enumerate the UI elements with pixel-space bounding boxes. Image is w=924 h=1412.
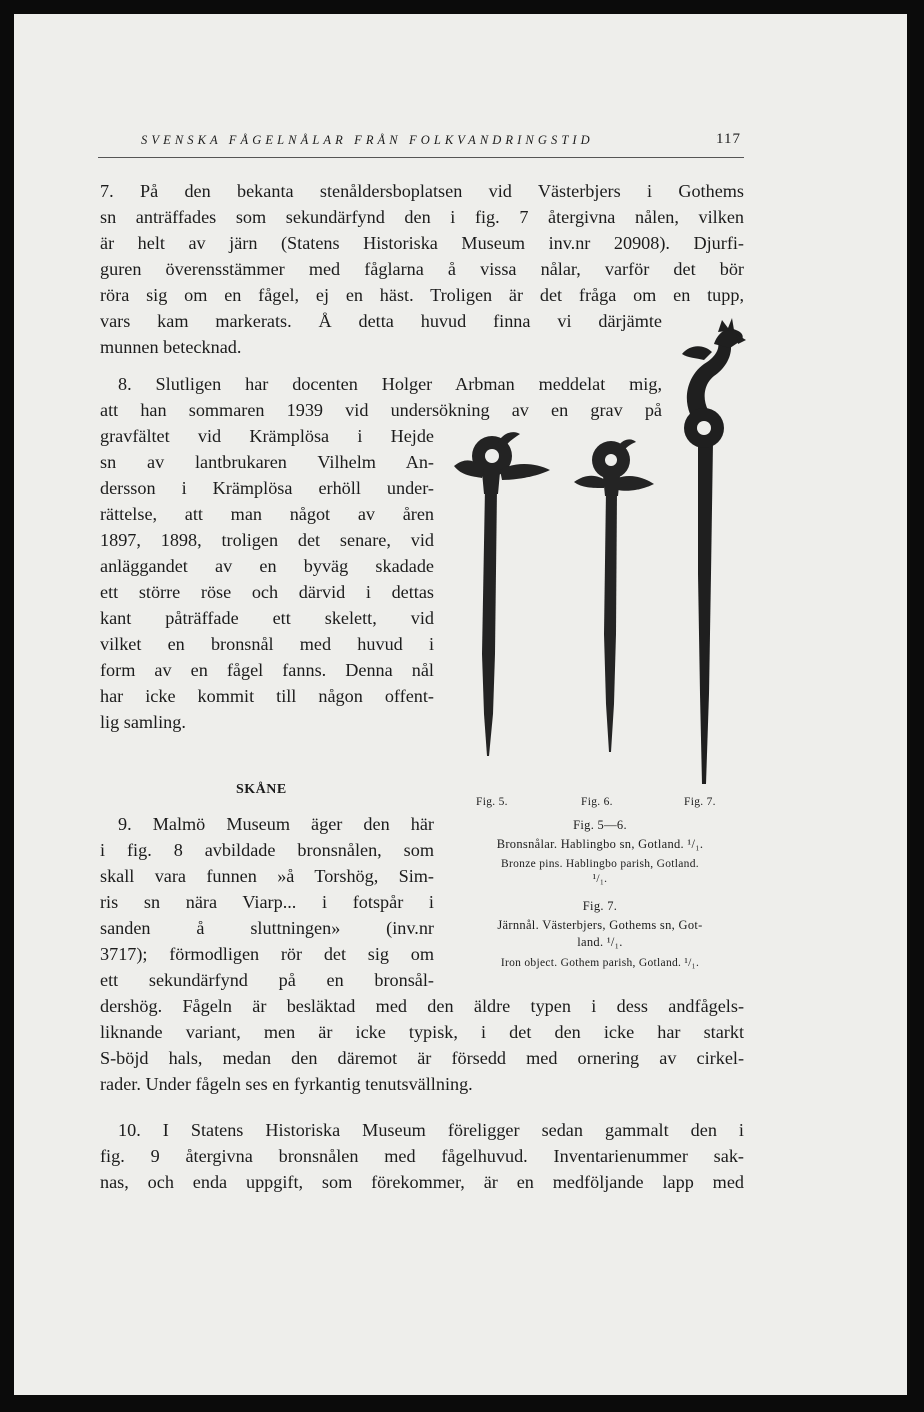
text-line: sanden å sluttningen» (inv.nr <box>100 918 434 938</box>
caption-fig7-title: Fig. 7. <box>582 899 618 913</box>
text-line: är helt av järn (Statens Historiska Museum inv.nr 20908). Djurfi- <box>100 233 744 253</box>
text-line: kant påträffade ett skelett, vid <box>100 608 434 628</box>
fig6-label: Fig. 6. <box>581 796 613 808</box>
fig7-label: Fig. 7. <box>684 796 716 808</box>
text-line: vilket en bronsnål med huvud i <box>100 634 434 654</box>
text-line: sn anträffades som sekundärfynd den i fig. 7 återgivna nålen, vilken <box>100 207 744 227</box>
text-line: form av en fågel fanns. Denna nål <box>100 660 434 680</box>
text-line: 3717); förmodligen rör det sig om <box>100 944 434 964</box>
caption-fig56-english: Bronze pins. Hablingbo parish, Gotland. <box>501 858 699 870</box>
text-line: liknande variant, men är icke typisk, i det den icke har starkt <box>100 1022 744 1042</box>
fig5-label: Fig. 5. <box>476 796 508 808</box>
caption-fig56-title: Fig. 5—6. <box>573 818 627 832</box>
text-line: skall vara funnen »å Torshög, Sim- <box>100 866 434 886</box>
text-line: nas, och enda uppgift, som förekommer, är en medföljande lapp med <box>100 1172 744 1192</box>
caption-fig7-swedish: Järnnål. Västerbjers, Gothems sn, Got- <box>497 918 703 932</box>
book-page <box>14 14 907 1395</box>
section-heading: SKÅNE <box>236 782 287 797</box>
fig7-iron-object <box>682 318 746 784</box>
text-line: har icke kommit till någon offent- <box>100 686 434 706</box>
text-line: röra sig om en fågel, ej en häst. Troligen är det fråga om en tupp, <box>100 285 744 305</box>
text-line: ett större röse och därvid i dettas <box>100 582 434 602</box>
text-line: vars kam markerats. Å detta huvud finna vi därjämte <box>100 311 662 331</box>
text-line: lig samling. <box>100 712 186 732</box>
page-number: 117 <box>716 131 741 147</box>
text-line: 7. På den bekanta stenåldersboplatsen vid Västerbjers i Gothems <box>100 181 744 201</box>
text-line: dershög. Fågeln är besläktad med den äldre typen i dess andfågels- <box>100 996 744 1016</box>
figure-pins-photo <box>14 14 907 1395</box>
text-line: 1897, 1898, troligen det senare, vid <box>100 530 434 550</box>
fig5-bronze-pin <box>454 432 550 756</box>
text-line: i fig. 8 avbildade bronsnålen, som <box>100 840 434 860</box>
running-title: SVENSKA FÅGELNÅLAR FRÅN FOLKVANDRINGSTID <box>141 133 594 147</box>
text-line: 9. Malmö Museum äger den här <box>118 814 434 834</box>
text-line: sn av lantbrukaren Vilhelm An- <box>100 452 434 472</box>
text-line: gravfältet vid Krämplösa i Hejde <box>100 426 434 446</box>
text-line: rader. Under fågeln ses en fyrkantig tenutsvällning. <box>100 1074 473 1094</box>
text-line: S-böjd hals, medan den däremot är försedd med ornering av cirkel- <box>100 1048 744 1068</box>
text-line: rättelse, att man något av åren <box>100 504 434 524</box>
text-line: dersson i Krämplösa erhöll under- <box>100 478 434 498</box>
text-line: ris sn nära Viarp... i fotspår i <box>100 892 434 912</box>
text-line: att han sommaren 1939 vid undersökning av en grav på <box>100 400 662 420</box>
caption-fig56-swedish: Bronsnålar. Hablingbo sn, Gotland. ¹/₁. <box>496 837 704 851</box>
caption-fig7-english: Iron object. Gothem parish, Gotland. ¹/₁. <box>500 957 700 969</box>
text-line: fig. 9 återgivna bronsnålen med fågelhuvud. Inventarienummer sak- <box>100 1146 744 1166</box>
text-line: 8. Slutligen har docenten Holger Arbman meddelat mig, <box>118 374 662 394</box>
fig6-bronze-pin <box>574 439 654 752</box>
caption-fig56-scale: ¹/₁. <box>592 873 608 885</box>
caption-fig7-swedish-cont: land. ¹/₁. <box>577 935 623 949</box>
text-line: ett sekundärfynd på en bronsål- <box>100 970 434 990</box>
text-line: guren överensstämmer med fåglarna å vissa nålar, varför det bör <box>100 259 744 279</box>
text-line: 10. I Statens Historiska Museum föreligger sedan gammalt den i <box>118 1120 744 1140</box>
text-line: munnen betecknad. <box>100 337 242 357</box>
text-line: anläggandet av en byväg skadade <box>100 556 434 576</box>
